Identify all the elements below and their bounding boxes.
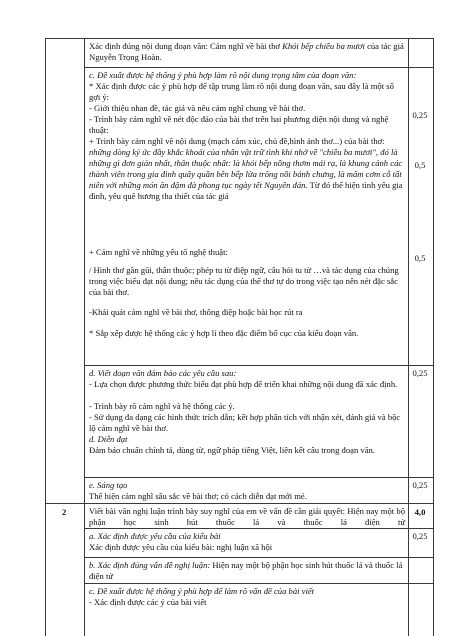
section-c-summary: -Khái quát cảm nghĩ về bài thơ, thông điệp hoặc bài học rút ra bbox=[89, 307, 303, 317]
question-2-number: 2 bbox=[62, 507, 67, 517]
q2-b-text: Hiện nay một bộ phận học sinh hút thuốc lá và thuốc lá điện tử bbox=[89, 560, 403, 581]
grid-line-h3 bbox=[84, 477, 434, 478]
section-c-content bbox=[89, 136, 405, 202]
q2-c-heading: c. Đề xuất được hệ thống ý phù hợp để làm rõ vấn đề của bài viết bbox=[89, 586, 315, 596]
grid-line-h5 bbox=[84, 528, 434, 529]
section-d-item-2: - Trình bày rõ cảm nghĩ và hệ thống các ý. bbox=[89, 401, 235, 411]
q2-b-heading: b. Xác định đúng vấn đề nghị luận: bbox=[89, 560, 211, 570]
poem-title: Khói bếp chiều ba mươi bbox=[282, 41, 365, 51]
grid-line-h2 bbox=[84, 365, 434, 366]
score-c-3: 0,5 bbox=[414, 253, 426, 263]
grid-line-h1 bbox=[84, 67, 434, 68]
section-c-bullet-1: - Giới thiệu nhan đề, tác giả và nêu cảm nghĩ chung về bài thơ. bbox=[89, 103, 306, 113]
section-d-sub-heading: d. Diễn đạt bbox=[89, 434, 128, 444]
q2-a-heading: a. Xác định được yêu cầu của kiểu bài bbox=[89, 531, 221, 541]
grid-line-left bbox=[45, 38, 46, 636]
section-c-heading: c. Đề xuất được hệ thống ý phù hợp làm rõ nội dung trọng tâm của đoạn văn: bbox=[89, 70, 357, 80]
grid-line-h7 bbox=[84, 583, 434, 584]
score-c-2: 0,5 bbox=[414, 160, 426, 170]
section-c-intro: * Xác định được các ý phù hợp để tập trung làm rõ nội dung đoạn văn, sau đây là một số gợi ý: bbox=[89, 81, 394, 102]
section-c-arrange: * Sắp xếp được hệ thống các ý hợp lí theo đặc điểm bố cục của kiểu đoạn văn. bbox=[89, 328, 359, 338]
content-tail: Từ đó thể hiện tình yêu gia đình, yêu quê hương tha thiết của tác giả bbox=[89, 180, 403, 201]
row-content-summary bbox=[89, 41, 405, 63]
grid-line-h4 bbox=[45, 503, 434, 504]
grid-line-right bbox=[433, 38, 434, 636]
section-d-heading: d. Viết đoạn văn đảm bảo các yêu cầu sau: bbox=[89, 368, 237, 378]
section-c-bullet-2: - Trình bày cảm nghĩ về nét độc đáo của bài thơ trên hai phương diện nội dung và nghệ thuật: bbox=[89, 114, 389, 135]
q2-b bbox=[89, 560, 405, 582]
q2-a-text: Xác định được yêu cầu của kiểu bài: nghị luận xã hội bbox=[89, 542, 273, 552]
content-quote: những dòng ký ức đầy khắc khoải của nhân vật trữ tình khi nhớ về "chiều ba mươi", đó là những gì đơn giản nhất, thân thuộc nhất: là khói bếp nồng thơm mái rạ, là khung cảnh các thành viên trong gia đình quây quần bên bếp lửa trông nồi bánh chưng, là mâm cơm cỗ tất niên với những món ăn đậm đà phong tục ngày tết Nguyên đán. bbox=[89, 147, 403, 190]
grid-line-h6 bbox=[84, 557, 434, 558]
section-d-item-3: - Sử dụng đa dạng các hình thức trích dẫn; kết hợp phân tích với nhận xét, đánh giá và bộc lộ cảm nghĩ về bài thơ. bbox=[89, 412, 401, 433]
row-content-tail: của tác giả Nguyễn Trọng Hoàn. bbox=[89, 41, 404, 62]
grid-line-top bbox=[45, 38, 434, 39]
grid-line-col3 bbox=[408, 38, 409, 636]
section-c-art-heading: + Cảm nghĩ về những yếu tố nghệ thuật: bbox=[89, 247, 228, 257]
section-c-art: / Hình thơ gần gũi, thân thuộc; phép tu từ điệp ngữ, câu hỏi tu từ …và tác dụng của chúng trong việc biểu đạt nội dung; nêu tác dụng của thể thơ tự do trong việc tạo nên nét đặc sắc của bài thơ. bbox=[89, 265, 399, 297]
content-lead: + Trình bày cảm nghĩ về nội dung (mạch cảm xúc, chủ đề,hình ảnh thơ...) của bài thơ: bbox=[89, 136, 385, 146]
section-d-sub-text: Đảm bảo chuẩn chính tả, dùng từ, ngữ pháp tiếng Việt, liên kết câu trong đoạn văn. bbox=[89, 445, 375, 455]
row-content-lead: Xác định đúng nội dung đoạn văn: Cảm nghĩ về bài thơ bbox=[89, 41, 280, 51]
section-e-heading: e. Sáng tạo bbox=[89, 480, 128, 490]
score-d: 0,25 bbox=[412, 368, 428, 378]
score-e: 0,25 bbox=[412, 480, 428, 490]
section-d-item-1: - Lựa chọn được phương thức biểu đạt phù hợp để triển khai những nội dung đã xác định. bbox=[89, 379, 398, 389]
score-question-2: 4,0 bbox=[414, 507, 426, 517]
q2-c-text: - Xác định được các ý của bài viết bbox=[89, 597, 207, 607]
question-2-prompt: Viết bài văn nghị luận trình bày suy nghĩ của em về vấn đề cần giải quyết: Hiện nay một bộ phận học sinh hút thuốc lá và thuốc lá điện tử bbox=[89, 506, 405, 527]
grid-line-col2 bbox=[84, 38, 85, 636]
section-e-text: Thể hiện cảm nghĩ sâu sắc về bài thơ; có cách diễn đạt mới mẻ. bbox=[89, 491, 307, 501]
score-c-1: 0,25 bbox=[412, 110, 428, 120]
score-q2-a: 0,25 bbox=[412, 531, 428, 541]
